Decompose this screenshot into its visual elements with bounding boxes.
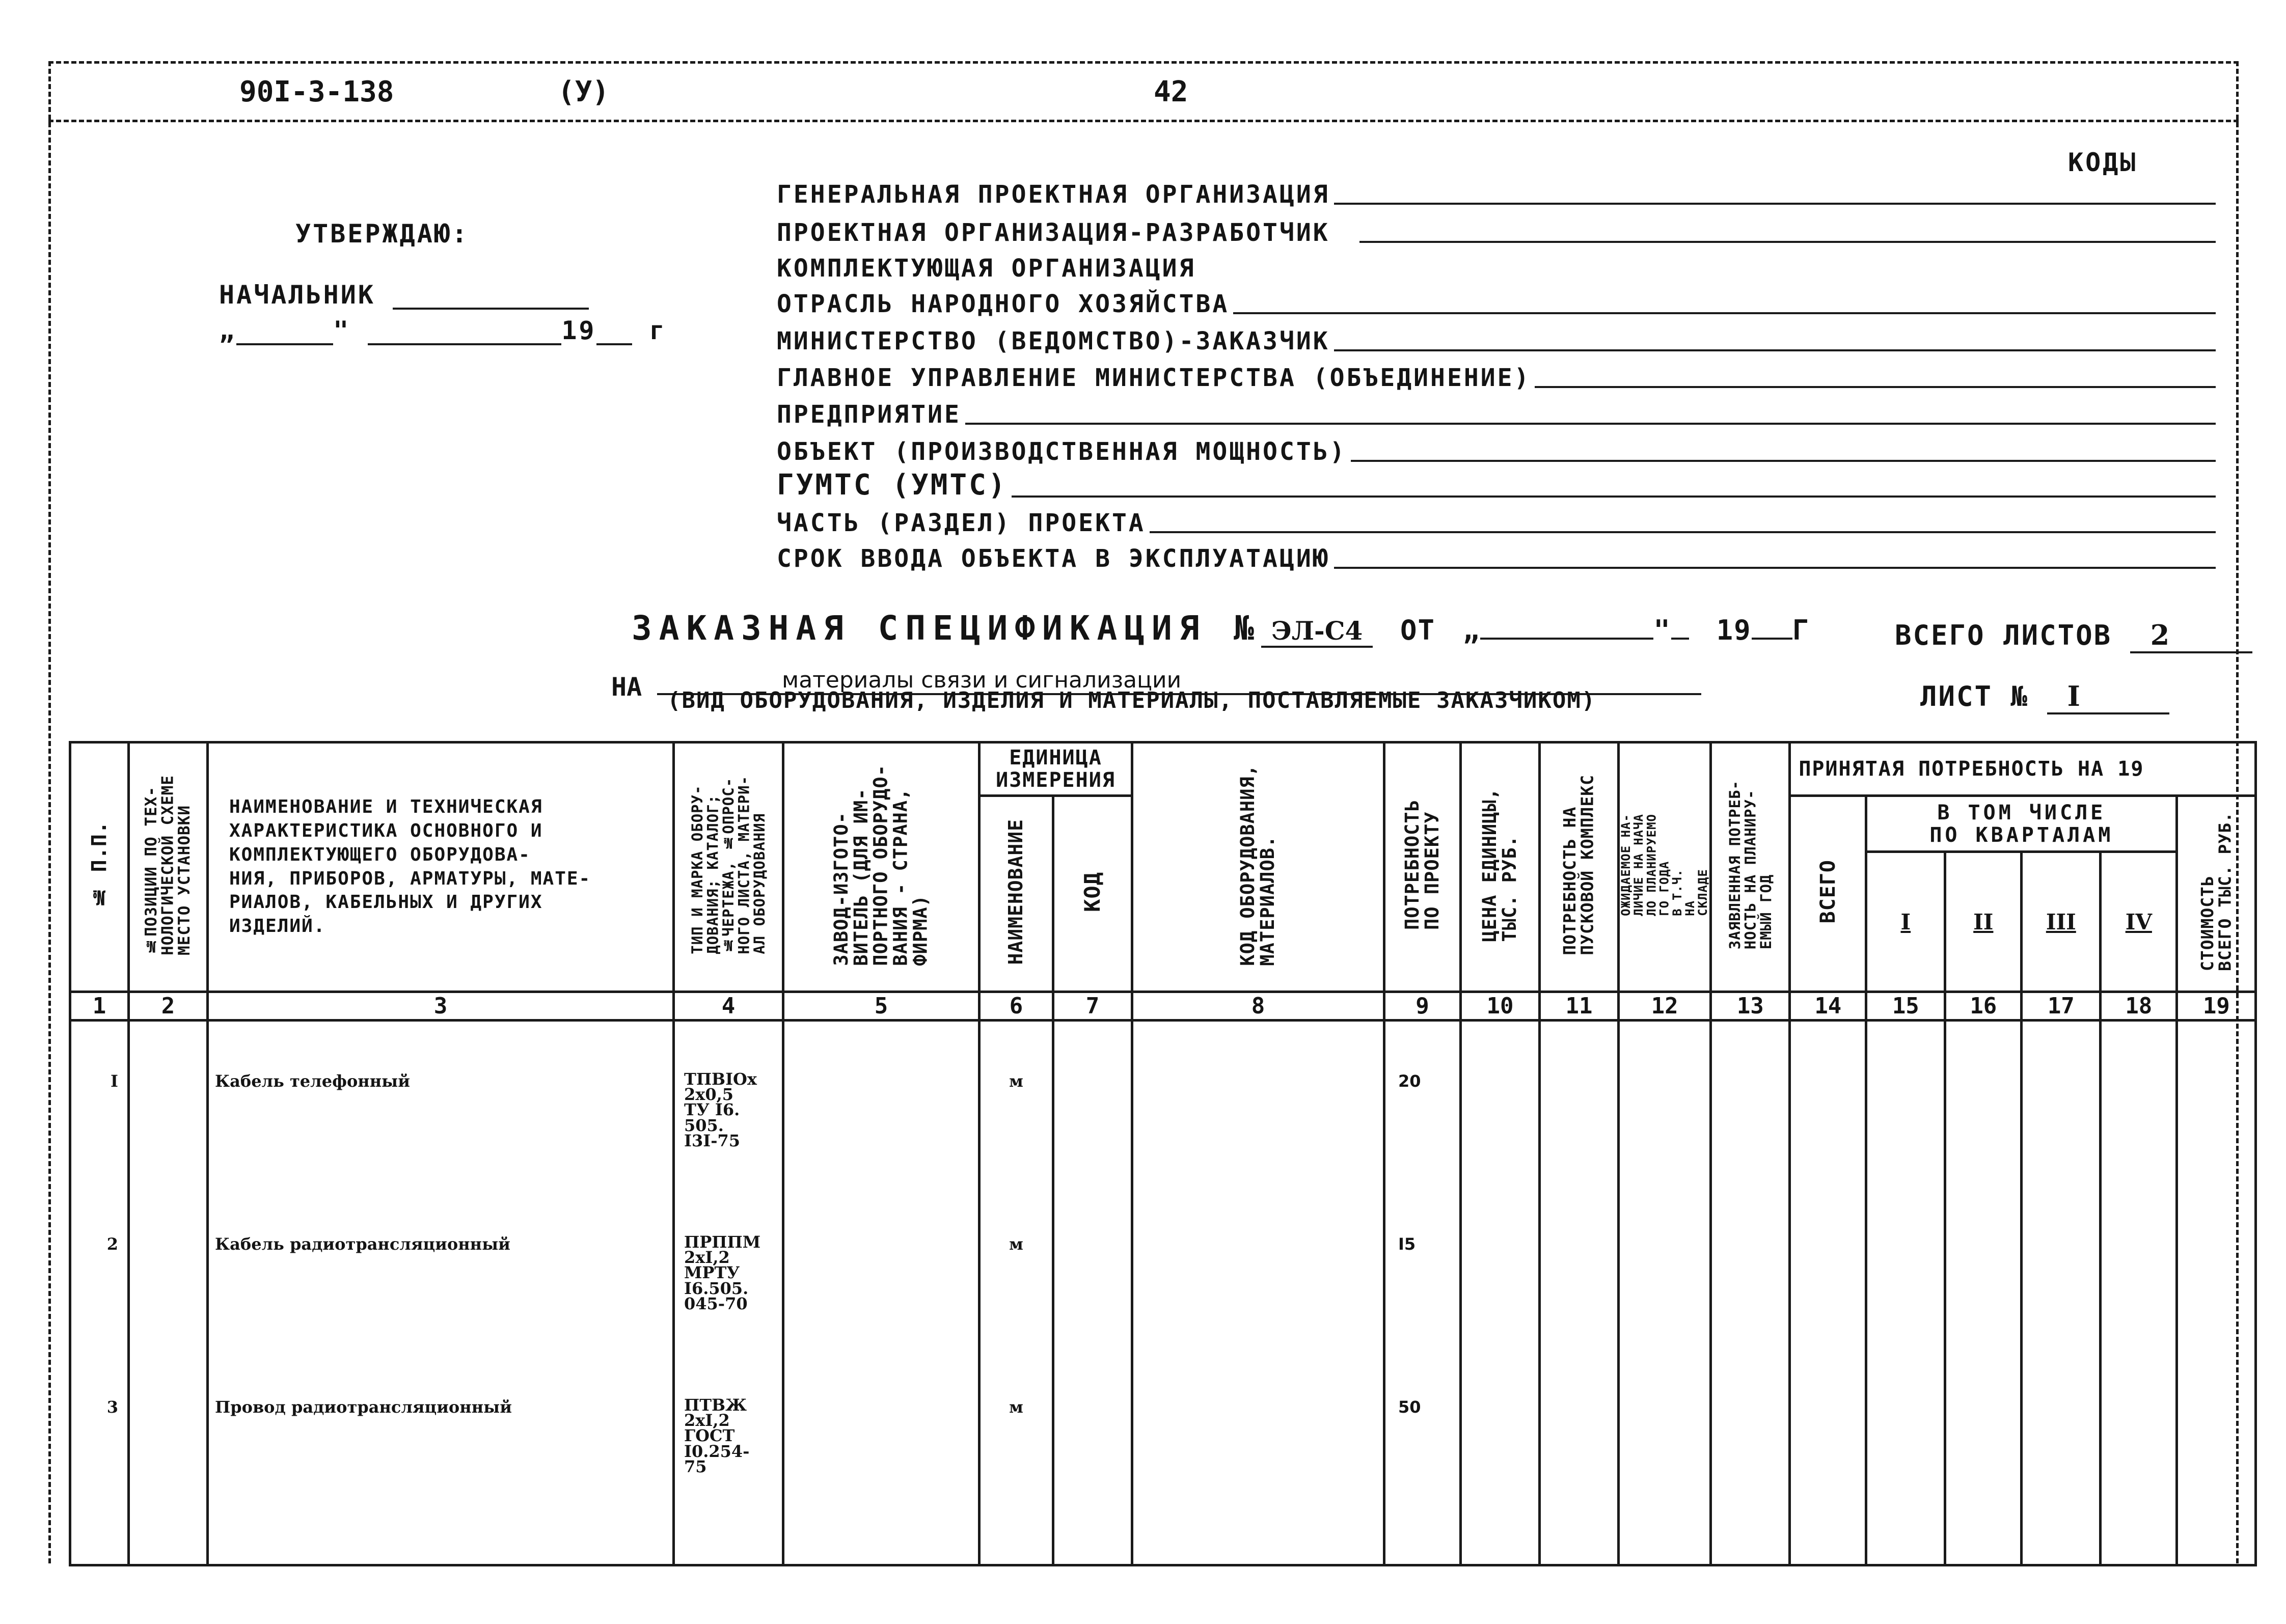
header-item-no: № П.П.	[70, 742, 129, 992]
quote-close: "	[333, 316, 351, 345]
page-number: 42	[1154, 75, 1188, 108]
header-q1: I	[1866, 852, 1945, 992]
spec-subject: материалы связи и сигнализации	[657, 667, 1701, 695]
row-number: I	[70, 1071, 129, 1234]
total-sheets: ВСЕГО ЛИСТОВ 2	[1895, 619, 2252, 653]
row-type: ПРППМ 2хI,2 МРТУ I6.505. 045-70	[674, 1234, 783, 1397]
approval-heading: УТВЕРЖДАЮ:	[295, 219, 470, 249]
spec-title	[632, 609, 1810, 648]
field-gumts: ГУМТС (УМТС)	[777, 466, 2216, 502]
field-main-directorate: ГЛАВНОЕ УПРАВЛЕНИЕ МИНИСТЕРСТВА (ОБЪЕДИНЕНИЕ)	[777, 356, 2216, 392]
for-label: НА	[611, 672, 642, 702]
table-row	[70, 1234, 2256, 1397]
header-unit: ЕДИНИЦА ИЗМЕРЕНИЯ	[979, 742, 1132, 796]
sheet-number-value: I	[2047, 680, 2169, 714]
field-completing-org: КОМПЛЕКТУЮЩАЯ ОРГАНИЗАЦИЯ	[777, 254, 1196, 283]
spec-number: ЭЛ-С4	[1261, 616, 1373, 648]
codes-label: КОДЫ	[2068, 148, 2138, 177]
header-unit-name: НАИМЕНОВАНИЕ	[979, 796, 1053, 992]
date-year-suffix: Г	[1792, 614, 1810, 646]
field-object: ОБЪЕКТ (ПРОИЗВОДСТВЕННАЯ МОЩНОСТЬ)	[777, 430, 2216, 466]
row-unit: м	[979, 1234, 1053, 1397]
total-sheets-value: 2	[2130, 619, 2252, 653]
header-by-quarters: В ТОМ ЧИСЛЕ ПО КВАРТАЛАМ	[1866, 796, 2177, 852]
document-code: 90I-3-138	[239, 75, 394, 108]
row-number: 3	[70, 1397, 129, 1565]
sheet-number: ЛИСТ № I	[1920, 680, 2169, 714]
header-need: ПОТРЕБНОСТЬ ПО ПРОЕКТУ	[1384, 742, 1461, 992]
row-unit: м	[979, 1397, 1053, 1565]
spec-title-text: ЗАКАЗНАЯ СПЕЦИФИКАЦИЯ	[632, 609, 1207, 648]
header-name: НАИМЕНОВАНИЕ И ТЕХНИЧЕСКАЯ ХАРАКТЕРИСТИКА ОСНОВНОГО И КОМПЛЕКТУЮЩЕГО ОБОРУДОВА- НИЯ, ПРИБОРОВ, АРМАТУРЫ, МАТЕ- РИАЛОВ, КАБЕЛЬНЫХ И ДРУГИХ ИЗДЕЛИЙ.	[208, 742, 674, 992]
year-suffix: г	[649, 316, 667, 345]
approval-date	[219, 316, 667, 345]
field-commissioning-date: СРОК ВВОДА ОБЪЕКТА В ЭКСПЛУАТАЦИЮ	[777, 537, 2216, 573]
header-startup-need: ПОТРЕБНОСТЬ НА ПУСКОВОЙ КОМПЛЕКС	[1540, 742, 1619, 992]
quote-open: „	[219, 316, 237, 345]
date-quote-close: "	[1653, 614, 1671, 646]
header-q3: III	[2022, 852, 2101, 992]
from-label: ОТ	[1400, 614, 1436, 646]
row-unit: м	[979, 1071, 1053, 1234]
column-number-row: 1 2 3 4 5 6 7 8 9 10 11 12 13 14 15 16 17 18 19	[70, 992, 2256, 1021]
row-need: 20	[1384, 1071, 1461, 1234]
row-type: ПТВЖ 2хI,2 ГОСТ I0.254- 75	[674, 1397, 783, 1565]
field-design-developer: ПРОЕКТНАЯ ОРГАНИЗАЦИЯ-РАЗРАБОТЧИК	[777, 211, 2216, 247]
table-row	[70, 1397, 2256, 1565]
table-row	[70, 1071, 2256, 1234]
approval-chief	[219, 280, 589, 310]
document-variant: (У)	[558, 75, 610, 108]
row-type: ТПВIОх 2х0,5 ТУ I6. 505. I3I-75	[674, 1071, 783, 1234]
header-q4: IV	[2101, 852, 2177, 992]
header-declared-need: ЗАЯВЛЕННАЯ ПОТРЕБ- НОСТЬ НА ПЛАНИРУ- ЕМЫЙ ГОД	[1711, 742, 1790, 992]
header-position: №ПОЗИЦИИ ПО ТЕХ- НОЛОГИЧЕСКОЙ СХЕМЕ МЕСТО УСТАНОВКИ	[129, 742, 208, 992]
month-line	[368, 343, 561, 345]
year-line	[596, 343, 632, 345]
header-total: ВСЕГО	[1790, 796, 1866, 992]
date-quote-open: „	[1462, 614, 1481, 646]
spec-subject-caption: (ВИД ОБОРУДОВАНИЯ, ИЗДЕЛИЯ И МАТЕРИАЛЫ, ПОСТАВЛЯЕМЫЕ ЗАКАЗЧИКОМ)	[667, 687, 1596, 713]
header-unit-price: ЦЕНА ЕДИНИЦЫ, ТЫС. РУБ.	[1461, 742, 1540, 992]
row-need: 50	[1384, 1397, 1461, 1565]
row-name: Кабель радиотрансляционный	[208, 1234, 674, 1397]
row-name: Провод радиотрансляционный	[208, 1397, 674, 1565]
chief-signature-line	[393, 308, 589, 310]
specification-table	[69, 741, 2257, 1566]
header-separator	[48, 120, 2239, 122]
year-prefix: 19	[561, 316, 596, 345]
chief-label: НАЧАЛЬНИК	[219, 280, 375, 310]
header-q2: II	[1945, 852, 2022, 992]
field-enterprise: ПРЕДПРИЯТИЕ	[777, 393, 2216, 429]
header-type: ТИП И МАРКА ОБОРУ- ДОВАНИЯ; КАТАЛОГ; №ЧЕРТЕЖА, №ОПРОС- НОГО ЛИСТА, МАТЕРИ- АЛ ОБОРУДОВАНИЯ	[674, 742, 783, 992]
header-material-code: КОД ОБОРУДОВАНИЯ, МАТЕРИАЛОВ.	[1132, 742, 1384, 992]
row-number: 2	[70, 1234, 129, 1397]
header-expected-stock: ОЖИДАЕМОЕ НА- ЛИЧИЕ НА НАЧА ЛО ПЛАНИРУЕМО ГО ГОДА В Т.Ч. НА СКЛАДЕ	[1619, 742, 1711, 992]
day-line	[236, 343, 333, 345]
date-year-prefix: 19	[1716, 614, 1752, 646]
field-industry: ОТРАСЛЬ НАРОДНОГО ХОЗЯЙСТВА	[777, 283, 2216, 318]
row-name: Кабель телефонный	[208, 1071, 674, 1234]
row-need: I5	[1384, 1234, 1461, 1397]
header-cost: СТОИМОСТЬ ВСЕГО ТЫС. РУБ.	[2177, 796, 2256, 992]
number-sign: №	[1234, 609, 1261, 648]
header-manufacturer: ЗАВОД-ИЗГОТО- ВИТЕЛЬ (ДЛЯ ИМ- ПОРТНОГО ОБОРУДО- ВАНИЯ - СТРАНА, ФИРМА)	[783, 742, 979, 992]
header-accepted-need: ПРИНЯТАЯ ПОТРЕБНОСТЬ НА 19	[1790, 742, 2256, 796]
header-unit-code: КОД	[1053, 796, 1132, 992]
field-ministry-customer: МИНИСТЕРСТВО (ВЕДОМСТВО)-ЗАКАЗЧИК	[777, 320, 2216, 355]
field-project-part: ЧАСТЬ (РАЗДЕЛ) ПРОЕКТА	[777, 502, 2216, 537]
field-general-design-org: ГЕНЕРАЛЬНАЯ ПРОЕКТНАЯ ОРГАНИЗАЦИЯ	[777, 173, 2216, 209]
